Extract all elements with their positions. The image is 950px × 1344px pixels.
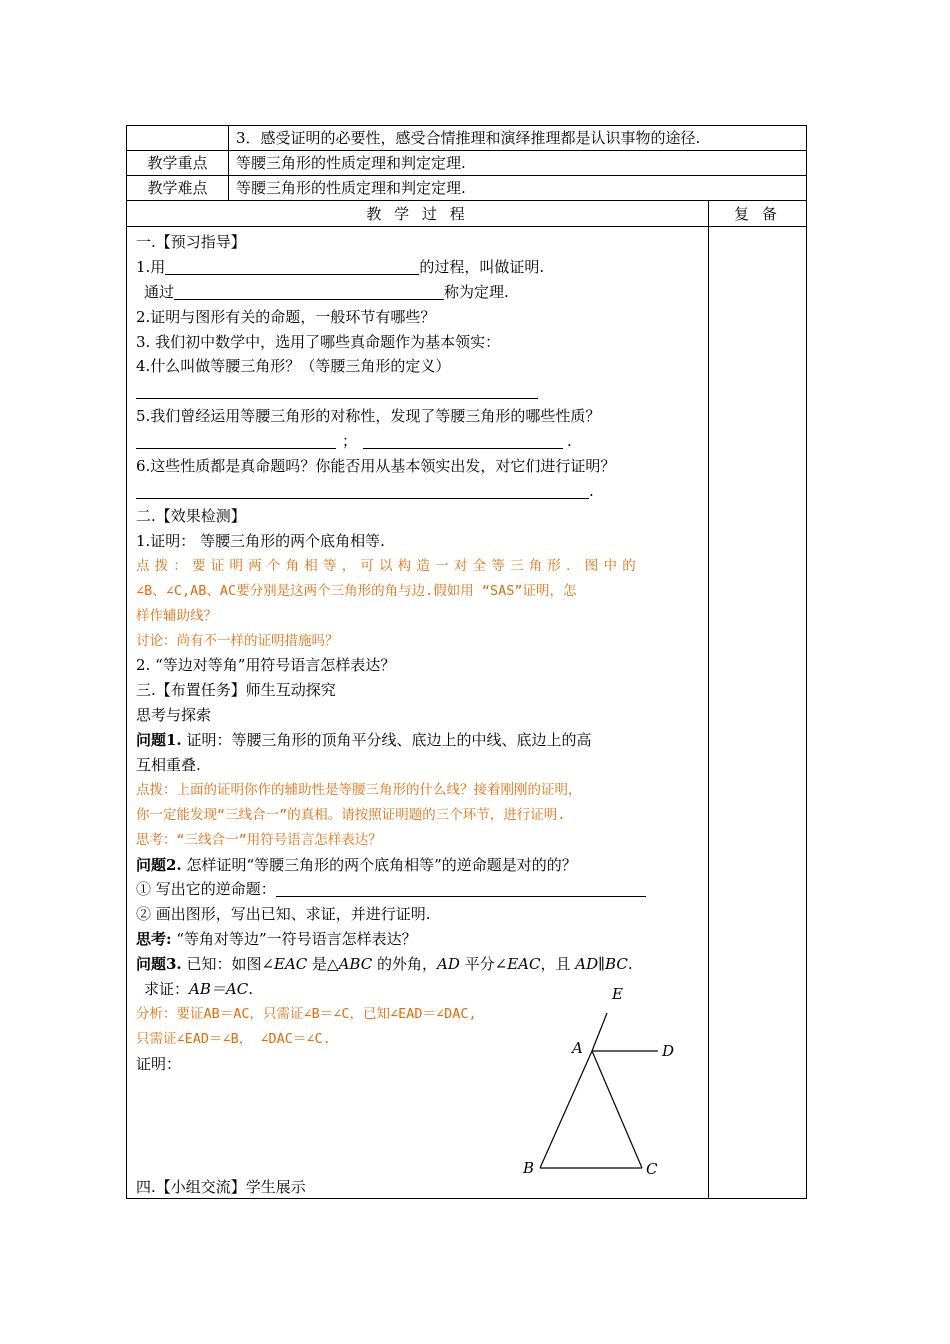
table-border-right: [806, 125, 807, 1199]
think-line: [136, 927, 417, 951]
math-term: AD∥BC: [575, 955, 628, 973]
point-label-d: D: [662, 1042, 675, 1060]
problem-3: [136, 952, 633, 976]
preview-q6-answer: [136, 479, 594, 503]
table-rule: [126, 226, 806, 227]
problem-2: [136, 853, 577, 877]
think-label: 思考:: [136, 930, 172, 948]
period: .: [567, 432, 572, 450]
math-term: ABC: [338, 955, 373, 973]
problem-2-label: 问题2.: [136, 856, 182, 874]
preview-q1-text: 通过: [144, 283, 175, 301]
preview-q2: 2.证明与图形有关的命题，一般环节有哪些？: [136, 308, 436, 326]
review-header: 复 备: [734, 205, 781, 223]
problem-3-text: 平分∠: [459, 955, 508, 973]
preview-q4-answer: [136, 379, 538, 403]
preview-q5-answers: [136, 429, 572, 453]
problem-1-hint-1: 点拨：上面的证明你作的辅助性是等腰三角形的什么线？接着刚刚的证明，: [136, 782, 582, 798]
fill-blank[interactable]: [136, 432, 336, 449]
problem-3-text: ，且: [540, 955, 576, 973]
problem-3-text: .: [627, 955, 633, 973]
problem-2-step-2: ② 画出图形，写出已知、求证，并进行证明.: [136, 905, 431, 923]
math-term: AB＝AC: [189, 980, 249, 998]
triangle-figure: [512, 985, 702, 1180]
goal-3-text: 3．感受证明的必要性，感受合情推理和演绎推理都是认识事物的途径.: [236, 129, 701, 147]
section-3-title: 三.【布置任务】师生互动探究: [136, 681, 336, 699]
check-q1: 1.证明： 等腰三角形的两个底角相等.: [136, 532, 385, 550]
step-text: ① 写出它的逆命题：: [136, 880, 276, 898]
fill-blank[interactable]: [136, 482, 589, 499]
problem-3-text: 已知：如图∠: [181, 955, 275, 973]
problem-1-think: 思考：“三线合一”用符号语言怎样表达？: [136, 832, 382, 848]
preview-q1-line-2: [144, 280, 509, 304]
preview-q3: 3. 我们初中数学中，选用了哪些真命题作为基本领实：: [136, 333, 501, 351]
check-discussion: 讨论：尚有不一样的证明措施吗？: [136, 633, 339, 649]
problem-1: [136, 728, 591, 752]
line-ab: [540, 1051, 592, 1168]
period: .: [248, 980, 253, 998]
section-4-title: 四.【小组交流】学生展示: [136, 1178, 306, 1196]
check-hint-line-1: 点拨：要证明两个角相等，可以构造一对全等三角形．图中的: [136, 558, 641, 574]
problem-3-analysis-1: 分析：要证AB＝AC，只需证∠B＝∠C，已知∠EAD＝∠DAC,: [136, 1006, 477, 1022]
fill-blank[interactable]: [136, 382, 538, 399]
line-ac: [592, 1051, 642, 1168]
preview-q1-text: 的过程，叫做证明.: [419, 258, 545, 276]
separator: ；: [342, 432, 358, 450]
math-term: AD: [437, 955, 460, 973]
check-hint-line-2: ∠B、∠C,AB、AC要分别是这两个三角形的角与边.假如用 “SAS”证明，怎: [136, 583, 577, 599]
problem-3-analysis-2: 只需证∠EAD＝∠B， ∠DAC＝∠C.: [136, 1031, 331, 1047]
check-hint-line-3: 样作辅助线？: [136, 608, 217, 624]
line-ae: [592, 1013, 607, 1051]
problem-3-prove: [144, 977, 253, 1001]
point-label-a: A: [572, 1039, 583, 1057]
problem-1-hint-2: 你一定能发现“三线合一”的真相。请按照证明题的三个环节，进行证明.: [136, 807, 566, 823]
preview-q5: 5.我们曾经运用等腰三角形的对称性，发现了等腰三角形的哪些性质？: [136, 407, 601, 425]
think-text: “等角对等边”一符号语言怎样表达？: [171, 930, 417, 948]
problem-2-text: 怎样证明“等腰三角形的两个底角相等”的逆命题是对的的？: [181, 856, 577, 874]
process-header: 教 学 过 程: [366, 205, 469, 223]
math-term: EAC: [274, 955, 308, 973]
section-2-title: 二.【效果检测】: [136, 507, 246, 525]
preview-q1-text: 称为定理.: [444, 283, 509, 301]
problem-2-step-1: [136, 877, 646, 901]
fill-blank[interactable]: [165, 258, 419, 275]
problem-3-proof-label: 证明：: [136, 1055, 182, 1073]
table-border-left: [126, 125, 127, 1199]
fill-blank[interactable]: [174, 283, 444, 300]
difficult-point-value: 等腰三角形的性质定理和判定定理.: [236, 179, 466, 197]
problem-1-text: 证明：等腰三角形的顶角平分线、底边上的中线、底边上的高: [181, 731, 592, 749]
preview-q1-line: [136, 255, 544, 279]
point-label-e: E: [612, 985, 623, 1003]
math-term: EAC: [507, 955, 541, 973]
key-point-value: 等腰三角形的性质定理和判定定理.: [236, 154, 466, 172]
table-col-divider: [228, 125, 229, 201]
preview-q1-text: 1.用: [136, 258, 166, 276]
explore-heading: 思考与探索: [136, 706, 212, 724]
problem-1-cont: 互相重叠.: [136, 756, 201, 774]
prove-label: 求证：: [144, 980, 190, 998]
problem-3-text: 的外角，: [372, 955, 437, 973]
problem-1-label: 问题1.: [136, 731, 182, 749]
preview-q4: 4.什么叫做等腰三角形？（等腰三角形的定义）: [136, 357, 451, 375]
difficult-point-label: 教学难点: [147, 179, 208, 197]
section-1-title: 一.【预习指导】: [136, 233, 246, 251]
problem-3-text: 是△: [307, 955, 339, 973]
key-point-label: 教学重点: [147, 154, 208, 172]
problem-3-label: 问题3.: [136, 955, 182, 973]
fill-blank[interactable]: [363, 432, 563, 449]
point-label-b: B: [523, 1159, 535, 1177]
period: .: [589, 482, 594, 500]
point-label-c: C: [646, 1160, 658, 1178]
preview-q6: 6.这些性质都是真命题吗？你能否用从基本领实出发，对它们进行证明？: [136, 457, 616, 475]
check-q2: 2. “等边对等角”用符号语言怎样表达？: [136, 656, 396, 674]
fill-blank[interactable]: [276, 880, 646, 897]
table-col-divider: [708, 200, 709, 1199]
